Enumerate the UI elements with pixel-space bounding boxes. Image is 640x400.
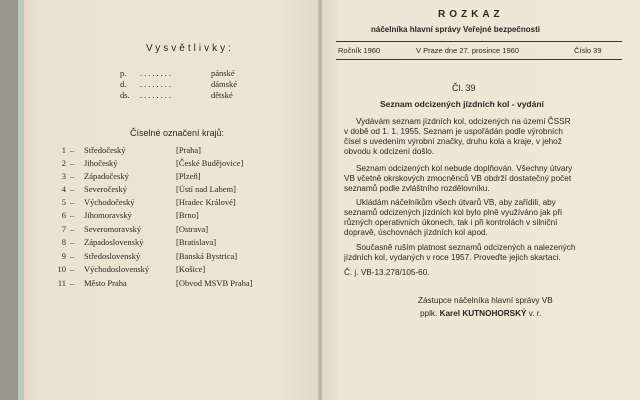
order-title: ROZKAZ: [438, 9, 504, 20]
article-label: Čl. 39: [452, 83, 476, 93]
header-rule-top: [336, 41, 622, 42]
article-line: VB včetně okrskových zmocněnců VB obdrží dostatečný počet: [344, 174, 572, 183]
legend-abbr: ds.: [120, 90, 130, 100]
legend-abbr: d.: [120, 79, 127, 89]
region-name: Středočeský: [84, 145, 126, 155]
region-name: Severočeský: [84, 184, 127, 194]
article-line: Seznam odcizených kol nebude doplňován. Všechny útvary: [356, 164, 573, 173]
region-seat: [Hradec Králové]: [176, 197, 236, 207]
region-dash: –: [70, 184, 75, 194]
region-seat: [Obvod MSVB Praha]: [176, 278, 253, 288]
order-subtitle: náčelníka hlavní správy Veřejné bezpečnosti: [371, 25, 540, 34]
region-seat: [Košice]: [176, 264, 206, 274]
binding-spine: [18, 0, 24, 400]
region-dash: –: [70, 210, 75, 220]
article-line: čísel s uvedením výrobní značky, druhu kola a kraje, v jehož: [344, 137, 562, 146]
place-date: V Praze dne 27. prosince 1960: [416, 46, 519, 55]
legend-value: pánské: [211, 68, 235, 78]
region-name: Jihomoravský: [84, 210, 132, 220]
region-seat: [Praha]: [176, 145, 202, 155]
signature-rank: pplk.: [420, 309, 438, 318]
article-line: Vydávám seznam jízdních kol, odcizených na území ČSSR: [356, 117, 571, 126]
region-name: Středoslovenský: [84, 251, 141, 261]
region-seat: [Ostrava]: [176, 224, 209, 234]
region-number: 1: [61, 145, 66, 155]
region-number: 8: [61, 237, 66, 247]
signature-block: [420, 309, 541, 319]
region-name: Město Praha: [84, 278, 127, 288]
region-seat: [České Budějovice]: [176, 158, 244, 168]
region-name: Jihočeský: [84, 158, 118, 168]
article-line: seznamů odcizených jízdních kol bylo plně využíváno jak při: [344, 208, 562, 217]
article-line: obvodu k odcizení došlo.: [344, 147, 435, 156]
legend-dots: ........: [140, 68, 173, 78]
legend-dots: ........: [140, 90, 173, 100]
signature-name: Karel KUTNOHORSKÝ: [439, 309, 527, 318]
article-line: jízdních kol, vydaných v roce 1957. Proveďte jejich skartaci.: [344, 253, 561, 262]
signature-role: Zástupce náčelníka hlavní správy VB: [418, 296, 553, 305]
legend-value: dámské: [211, 79, 237, 89]
region-number: 10: [57, 264, 66, 274]
region-seat: [Bratislava]: [176, 237, 217, 247]
issue-number: Číslo 39: [574, 46, 602, 55]
legend-dots: ........: [140, 79, 173, 89]
region-dash: –: [70, 171, 75, 181]
region-name: Východoslovenský: [84, 264, 150, 274]
article-line: Ukládám náčelníkům všech útvarů VB, aby zařídili, aby: [356, 198, 556, 207]
region-dash: –: [70, 264, 75, 274]
header-rule-bottom: [336, 59, 622, 60]
region-number: 2: [61, 158, 66, 168]
article-line: různých operativních úkonech, tak i při kontrolách v silniční: [344, 218, 558, 227]
article-title: Seznam odcizených jízdních kol - vydání: [380, 99, 544, 109]
region-name: Severomoravský: [84, 224, 142, 234]
article-line: Současně ruším platnost seznamů odcizených a nalezených: [356, 243, 576, 252]
region-seat: [Banská Bystrica]: [176, 251, 238, 261]
region-name: Západoslovenský: [84, 237, 144, 247]
region-dash: –: [70, 278, 75, 288]
region-number: 5: [61, 197, 66, 207]
region-dash: –: [70, 224, 75, 234]
region-dash: –: [70, 251, 75, 261]
region-dash: –: [70, 237, 75, 247]
region-number: 11: [57, 278, 66, 288]
article-line: dopravě, úschovnách jízdních kol apod.: [344, 228, 488, 237]
volume-year: Ročník 1960: [338, 46, 381, 55]
region-number: 9: [61, 251, 66, 261]
file-reference: Č. j. VB-13.278/105-60.: [344, 268, 430, 277]
region-dash: –: [70, 197, 75, 207]
region-number: 3: [61, 171, 66, 181]
region-number: 7: [61, 224, 66, 234]
legend-abbr: p.: [120, 68, 127, 78]
article-line: seznamů podle zvláštního rozdělovníku.: [344, 184, 490, 193]
region-dash: –: [70, 158, 75, 168]
legend-value: dětské: [211, 90, 233, 100]
region-dash: –: [70, 145, 75, 155]
signature-suffix: v. r.: [528, 309, 542, 318]
regions-title: Číselné označení krajů:: [130, 128, 225, 138]
region-name: Západočeský: [84, 171, 129, 181]
region-number: 6: [61, 210, 66, 220]
legend-title: Vysvětlivky:: [146, 43, 234, 54]
region-seat: [Ústí nad Labem]: [176, 184, 236, 194]
region-name: Východočeský: [84, 197, 135, 207]
region-number: 4: [61, 184, 66, 194]
region-seat: [Brno]: [176, 210, 199, 220]
article-line: v době od 1. 1. 1955. Seznam je uspořádán podle výrobních: [344, 127, 563, 136]
region-seat: [Plzeň]: [176, 171, 201, 181]
